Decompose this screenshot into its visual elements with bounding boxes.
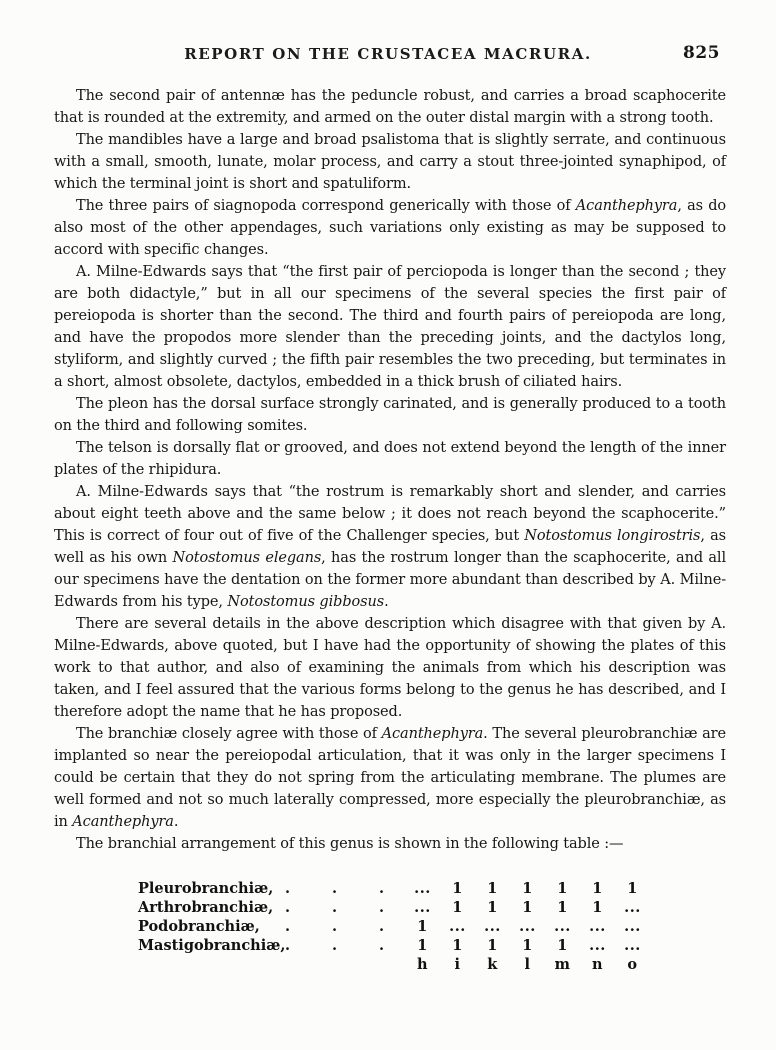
table-cell: 1 [487,880,498,897]
text-run: , as well as his own [54,528,727,566]
column-letter: i [454,956,461,973]
paragraph [54,85,726,129]
leader-dot: . [378,918,385,935]
paragraph [54,261,726,393]
column-letter: o [627,956,638,973]
leader-dot: . [378,880,385,897]
row-label: Podobranchiæ, [138,918,260,935]
text-run: The pleon has the dorsal surface strongly carinated, and is generally produced to a tooth on the third and following somites. [54,396,726,434]
text-run: The telson is dorsally flat or grooved, and does not extend beyond the length of the inner plates of the rhipidura. [54,440,726,478]
text-run: , as do also most of the other appendages, such variations only existing as may be supposed to accord with specific changes. [54,198,727,258]
species-name: Acanthephyra [575,198,678,214]
leader-dot: . [284,937,291,954]
page-header-title: REPORT ON THE CRUSTACEA MACRURA. [184,45,592,63]
table-cell: ... [554,918,571,935]
text-run: . The several pleurobranchiæ are implanted so near the pereiopodal articulation, that it was only in the larger specimens I could be certain that they do not spring from the articulating membrane. The plumes are well formed and not so much laterally compressed, more especially the pleurobranchiæ, as in [54,726,726,830]
table-column-letters-row [138,955,776,974]
species-name: Notostomus elegans [172,550,322,566]
leader-dot: . [331,918,338,935]
leader-dot: . [378,899,385,916]
column-letter: m [554,956,571,973]
table-cell: 1 [592,899,603,916]
column-letter: l [524,956,531,973]
paragraph [54,833,726,855]
column-letter: k [487,956,498,973]
table-cell: 1 [522,937,533,954]
table-cell: ... [624,899,641,916]
table-cell: 1 [522,899,533,916]
body-text [54,85,726,855]
table-cell: ... [414,899,431,916]
table-cell: ... [414,880,431,897]
text-run: There are several details in the above description which disagree with that given by A. Milne-Edwards, above quoted, but I have had the opportunity of showing the plates of this work to that author, and also of examining the animals from which his description was taken, and I feel assured that the various forms belong to the genus he has described, and I therefore adopt the name that he has proposed. [54,616,726,720]
table-cell: 1 [557,880,568,897]
table-cell: ... [624,937,641,954]
species-name: Notostomus gibbosus [227,594,385,610]
table-cell: ... [624,918,641,935]
leader-dot: . [284,899,291,916]
row-label: Pleurobranchiæ, [138,880,274,897]
table-row [138,879,776,898]
table-cell: ... [519,918,536,935]
table-cell: 1 [522,880,533,897]
leader-dot: . [284,918,291,935]
species-name: Acanthephyra [72,814,174,830]
text-run: The second pair of antennæ has the peduncle robust, and carries a broad scaphocerite that is rounded at the extremity, and armed on the outer distal margin with a strong tooth. [54,88,726,126]
text-run: The branchial arrangement of this genus is shown in the following table :— [76,836,624,852]
table-cell: ... [449,918,466,935]
paragraph [54,129,726,195]
table-cell: 1 [592,880,603,897]
species-name: Notostomus longirostris [524,528,701,544]
leader-dot: . [378,937,385,954]
text-run: The mandibles have a large and broad psalistoma that is slightly serrate, and continuous with a small, smooth, lunate, molar process, and carry a stout three-jointed synaphipod, of which the terminal joint is short and spatuliform. [54,132,726,192]
column-letter: h [416,956,429,973]
species-name: Acanthephyra [381,726,484,742]
table-row [138,936,776,955]
paragraph [54,613,726,723]
column-letter: n [591,956,604,973]
table-cell: 1 [627,880,638,897]
text-run: . [173,814,179,830]
text-run: The branchiæ closely agree with those of [76,726,382,742]
text-run: . [384,594,389,610]
table-row [138,917,776,936]
row-label: Arthrobranchiæ, [138,899,274,916]
leader-dot: . [331,899,338,916]
leader-dot: . [331,937,338,954]
table-cell: 1 [452,880,463,897]
table-cell: 1 [452,937,463,954]
table-cell: 1 [452,899,463,916]
table-cell: 1 [487,899,498,916]
page-number: 825 [683,43,720,63]
row-label: Mastigobranchiæ, [138,937,286,954]
table-cell: ... [484,918,501,935]
branchial-arrangement-table [138,879,776,974]
leader-dot: . [331,880,338,897]
table-cell: ... [589,918,606,935]
leader-dot: . [284,880,291,897]
text-run: The three pairs of siagnopoda correspond generically with those of [76,198,576,214]
text-run: A. Milne-Edwards says that “the rostrum is remarkably short and slender, and carries about eight teeth above and the same below ; it does not reach beyond the scaphocerite.” This is correct of four out of five of the Challenger species, but [54,484,726,544]
table-cell: 1 [417,918,428,935]
paragraph [54,723,726,833]
text-run: , has the rostrum longer than the scaphocerite, and all our specimens have the dentation on the former more abundant than described by A. Milne-Edwards from his type, [54,550,726,610]
text-run: A. Milne-Edwards says that “the first pair of perciopoda is longer than the second ; they are both didactyle,” but in all our specimens of the several species the first pair of pereiopoda is shorter than the second. The third and fourth pairs of pereiopoda are long, and have the propodos more slender than the preceding joints, and the dactylos long, styliform, and slightly curved ; the fifth pair resembles the two preceding, but terminates in a short, almost obsolete, dactylos, embedded in a thick brush of ciliated hairs. [54,264,726,390]
table-cell: ... [589,937,606,954]
paragraph [54,437,726,481]
table-cell: 1 [557,937,568,954]
paragraph [54,481,726,613]
table-cell: 1 [487,937,498,954]
table-cell: 1 [557,899,568,916]
table-cell: 1 [417,937,428,954]
paragraph [54,393,726,437]
running-head [0,0,776,66]
paragraph [54,195,726,261]
table-row [138,898,776,917]
